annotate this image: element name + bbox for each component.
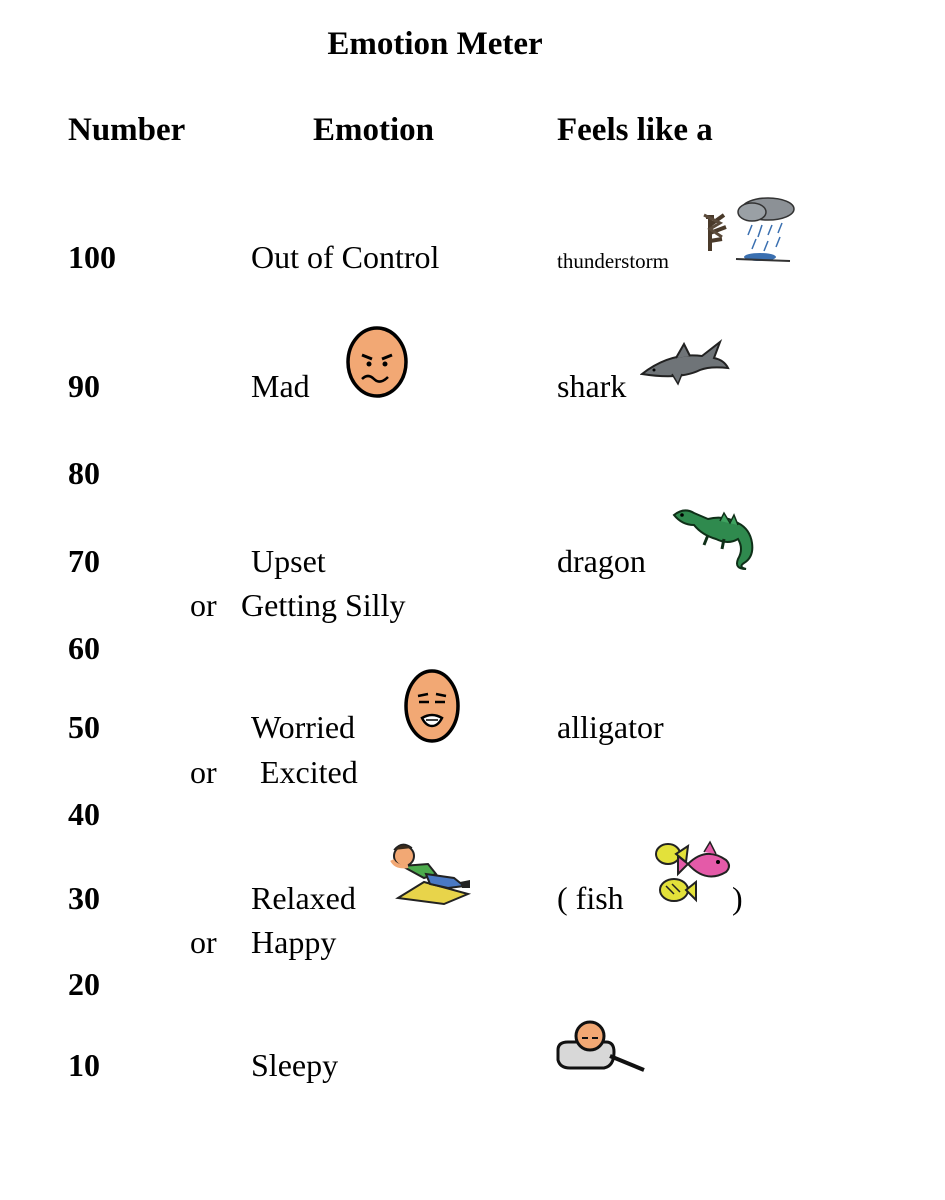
page-title: Emotion Meter [327, 26, 543, 62]
number-40: 40 [68, 796, 100, 832]
shark-icon [640, 334, 730, 386]
number-10: 10 [68, 1047, 100, 1083]
emotion-getting-silly: Getting Silly [241, 587, 406, 623]
emotion-excited: Excited [260, 754, 358, 790]
number-20: 20 [68, 966, 100, 1002]
or-label: or [190, 924, 217, 960]
thunderstorm-icon [700, 195, 800, 270]
number-100: 100 [68, 239, 116, 275]
feels-dragon: dragon [557, 543, 646, 579]
sleeping-person-icon [554, 1012, 650, 1074]
number-80: 80 [68, 455, 100, 491]
feels-shark: shark [557, 368, 627, 404]
emotion-sleepy: Sleepy [251, 1047, 339, 1083]
number-60: 60 [68, 630, 100, 666]
feels-alligator: alligator [557, 709, 664, 745]
dragon-icon [668, 505, 760, 571]
emotion-relaxed: Relaxed [251, 880, 356, 916]
feels-fish-close: ) [732, 880, 743, 916]
number-50: 50 [68, 709, 100, 745]
header-emotion: Emotion [313, 112, 435, 148]
relaxed-person-icon [384, 838, 472, 908]
mad-face-icon [344, 325, 410, 399]
emotion-out-of-control: Out of Control [251, 239, 440, 275]
fish-icon [650, 840, 734, 908]
header-number: Number [68, 112, 186, 148]
number-90: 90 [68, 368, 100, 404]
or-label: or [190, 587, 217, 623]
header-feels-like: Feels like a [557, 112, 713, 148]
feels-thunderstorm: thunderstorm [557, 249, 669, 273]
worried-face-icon [402, 668, 462, 744]
emotion-worried: Worried [251, 709, 356, 745]
number-30: 30 [68, 880, 100, 916]
number-70: 70 [68, 543, 100, 579]
or-label: or [190, 754, 217, 790]
emotion-happy: Happy [251, 924, 337, 960]
emotion-mad: Mad [251, 368, 310, 404]
emotion-upset: Upset [251, 543, 326, 579]
feels-fish: ( fish [557, 880, 624, 916]
